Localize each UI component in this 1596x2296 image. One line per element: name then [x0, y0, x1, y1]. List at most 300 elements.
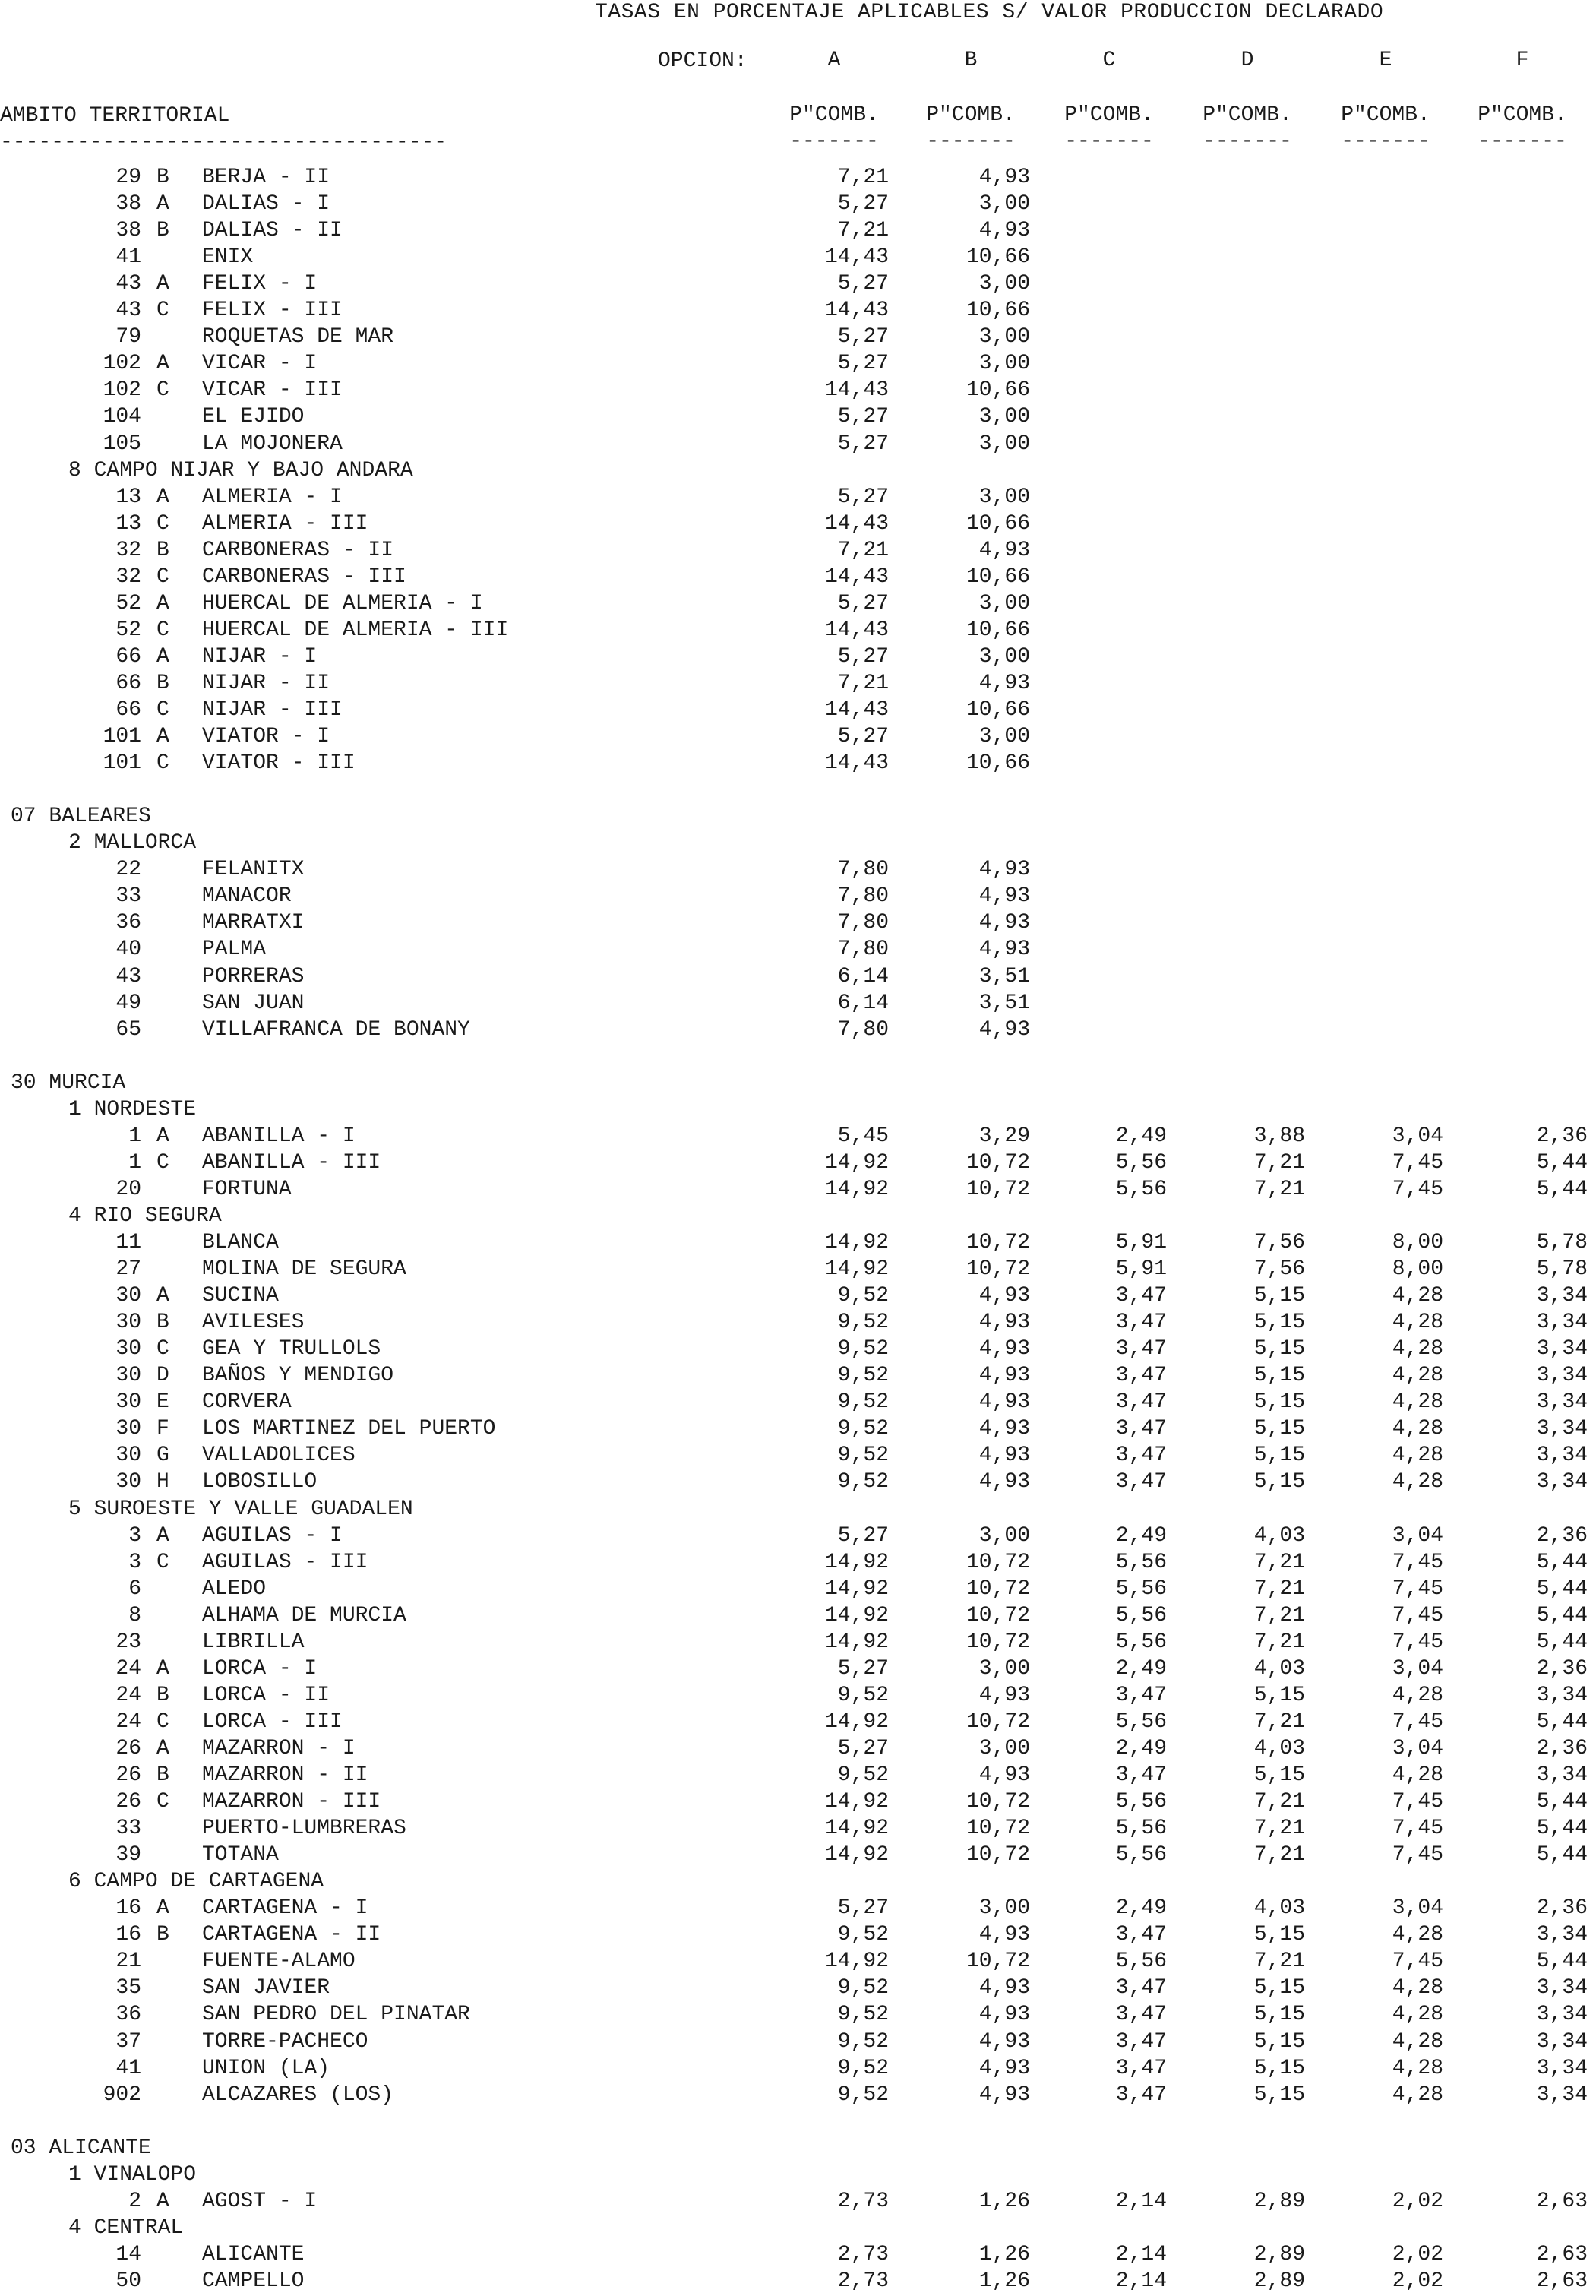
rate-option-a: 7,21	[837, 538, 889, 562]
rate-option-a: 9,52	[837, 1976, 889, 2000]
municipio-name: FELIX - I	[202, 272, 318, 296]
rate-option-c: 3,47	[1115, 1470, 1167, 1494]
rate-option-e: 4,28	[1392, 1683, 1443, 1707]
rate-option-a: 9,52	[837, 1683, 889, 1707]
rate-option-b: 4,93	[978, 1017, 1030, 1042]
municipio-code: 104	[103, 405, 141, 429]
municipio-code: 49	[115, 991, 141, 1015]
municipio-code: 23	[115, 1630, 141, 1654]
rate-option-b: 10,66	[966, 698, 1030, 722]
rate-option-a: 14,92	[824, 1630, 889, 1654]
rate-option-a: 5,27	[837, 485, 889, 509]
rate-option-a: 14,92	[824, 1843, 889, 1867]
municipio-name: DALIAS - II	[202, 219, 343, 243]
municipio-name: MOLINA DE SEGURA	[202, 1257, 406, 1282]
rate-option-e: 4,28	[1392, 2029, 1443, 2054]
table-row	[0, 965, 1596, 991]
rate-option-a: 5,27	[837, 192, 889, 217]
municipio-name: ABANILLA - III	[202, 1150, 381, 1175]
rate-option-b: 10,66	[966, 299, 1030, 323]
comarca-heading	[0, 2163, 1596, 2190]
municipio-code: 6	[128, 1577, 141, 1601]
rate-option-a: 14,43	[824, 698, 889, 722]
municipio-code: 36	[115, 2003, 141, 2027]
municipio-name: VILLAFRANCA DE BONANY	[202, 1017, 470, 1042]
table-row	[0, 911, 1596, 938]
comarca-name: 5 SUROESTE Y VALLE GUADALEN	[68, 1497, 413, 1521]
municipio-name: BERJA - II	[202, 166, 330, 189]
rate-option-e: 4,28	[1392, 2056, 1443, 2080]
rate-option-a: 14,43	[824, 245, 889, 270]
rate-option-b: 10,66	[966, 245, 1030, 270]
municipio-name: ROQUETAS DE MAR	[202, 325, 394, 349]
zone-suffix: C	[156, 378, 169, 403]
rate-option-c: 3,47	[1115, 1390, 1167, 1415]
rate-option-d: 5,15	[1253, 2083, 1305, 2107]
table-row	[0, 1257, 1596, 1284]
rate-option-b: 3,00	[978, 1736, 1030, 1760]
rate-option-a: 5,27	[837, 325, 889, 349]
comarca-heading	[0, 1870, 1596, 1896]
municipio-code: 30	[115, 1470, 141, 1494]
municipio-name: VIATOR - I	[202, 725, 330, 749]
rate-option-f: 3,34	[1536, 1470, 1588, 1494]
rate-option-d: 7,21	[1253, 1630, 1305, 1654]
rate-option-d: 5,15	[1253, 1763, 1305, 1787]
table-row	[0, 1390, 1596, 1417]
municipio-name: ABANILLA - I	[202, 1124, 356, 1148]
table-row	[0, 1790, 1596, 1817]
rate-option-f: 2,36	[1536, 1124, 1588, 1148]
zone-suffix: A	[156, 2189, 169, 2213]
rate-option-a: 9,52	[837, 1337, 889, 1361]
rate-option-b: 10,66	[966, 751, 1030, 776]
municipio-code: 52	[115, 591, 141, 615]
blank-row	[0, 1045, 1596, 1071]
rate-option-f: 2,36	[1536, 1736, 1588, 1760]
table-row	[0, 1577, 1596, 1604]
rate-option-c: 5,56	[1115, 1150, 1167, 1175]
municipio-name: ENIX	[202, 245, 254, 270]
rate-option-e: 7,45	[1392, 1150, 1443, 1175]
rate-option-a: 7,80	[837, 938, 889, 962]
rate-option-a: 14,92	[824, 1603, 889, 1627]
table-row	[0, 485, 1596, 512]
rate-option-d: 5,15	[1253, 1390, 1305, 1415]
zone-suffix: A	[156, 591, 169, 615]
rate-option-a: 7,21	[837, 166, 889, 189]
rate-option-b: 4,93	[978, 858, 1030, 882]
rate-option-f: 5,44	[1536, 1950, 1588, 1974]
comarca-heading	[0, 1497, 1596, 1524]
municipio-code: 1	[128, 1150, 141, 1175]
municipio-name: HUERCAL DE ALMERIA - III	[202, 618, 509, 642]
municipio-name: HUERCAL DE ALMERIA - I	[202, 591, 483, 615]
zone-suffix: C	[156, 1709, 169, 1734]
rate-option-b: 4,93	[978, 1976, 1030, 2000]
rate-option-b: 10,72	[966, 1843, 1030, 1867]
municipio-name: ALMERIA - I	[202, 485, 343, 509]
col-underline-f: -------	[1477, 130, 1567, 153]
table-row	[0, 1843, 1596, 1870]
rate-option-f: 3,34	[1536, 2003, 1588, 2027]
rate-option-a: 14,92	[824, 1950, 889, 1974]
rate-option-d: 7,21	[1253, 1790, 1305, 1814]
zone-suffix: A	[156, 1124, 169, 1148]
zone-suffix: A	[156, 485, 169, 509]
rate-option-a: 9,52	[837, 1364, 889, 1388]
rate-option-b: 4,93	[978, 1364, 1030, 1388]
municipio-name: AVILESES	[202, 1311, 305, 1335]
comarca-name: 4 CENTRAL	[68, 2215, 184, 2240]
zone-suffix: B	[156, 538, 169, 562]
municipio-code: 37	[115, 2029, 141, 2054]
rate-option-b: 1,26	[978, 2189, 1030, 2213]
col-underline-b: -------	[926, 130, 1016, 153]
municipio-code: 102	[103, 378, 141, 403]
municipio-name: BAÑOS Y MENDIGO	[202, 1364, 394, 1388]
municipio-code: 20	[115, 1177, 141, 1201]
table-row	[0, 1923, 1596, 1950]
rate-option-e: 2,02	[1392, 2242, 1443, 2266]
province-name: 03 ALICANTE	[11, 2136, 151, 2160]
rate-option-f: 3,34	[1536, 1284, 1588, 1308]
rate-option-d: 7,21	[1253, 1603, 1305, 1627]
table-row	[0, 1470, 1596, 1497]
municipio-code: 30	[115, 1444, 141, 1468]
zone-suffix: C	[156, 1550, 169, 1574]
municipio-code: 13	[115, 511, 141, 536]
rate-option-a: 9,52	[837, 1284, 889, 1308]
ambito-territorial-header: AMBITO TERRITORIAL	[0, 104, 230, 128]
rate-option-a: 14,92	[824, 1177, 889, 1201]
rate-option-a: 5,27	[837, 725, 889, 749]
municipio-name: BLANCA	[202, 1231, 279, 1254]
comarca-name: 1 NORDESTE	[68, 1097, 197, 1121]
rate-option-c: 5,56	[1115, 1950, 1167, 1974]
zone-suffix: B	[156, 1683, 169, 1707]
rate-option-c: 2,49	[1115, 1736, 1167, 1760]
rate-option-b: 10,72	[966, 1790, 1030, 1814]
table-row	[0, 1763, 1596, 1790]
rate-option-b: 4,93	[978, 1417, 1030, 1441]
rate-option-b: 4,93	[978, 671, 1030, 695]
rate-option-c: 3,47	[1115, 2003, 1167, 2027]
rate-option-a: 7,80	[837, 1017, 889, 1042]
rate-option-a: 9,52	[837, 1763, 889, 1787]
rate-option-b: 10,72	[966, 1177, 1030, 1201]
ambito-underline: -----------------------------------	[0, 131, 447, 154]
table-row	[0, 2243, 1596, 2269]
table-row	[0, 245, 1596, 272]
municipio-code: 16	[115, 1923, 141, 1947]
municipio-name: NIJAR - I	[202, 644, 318, 669]
rate-option-f: 5,44	[1536, 1603, 1588, 1627]
rate-option-a: 5,45	[837, 1124, 889, 1148]
table-row	[0, 325, 1596, 352]
rate-option-f: 3,34	[1536, 2056, 1588, 2080]
rate-option-c: 3,47	[1115, 2083, 1167, 2107]
municipio-name: VICAR - I	[202, 352, 318, 376]
rate-option-d: 4,03	[1253, 1736, 1305, 1760]
rate-option-e: 8,00	[1392, 1257, 1443, 1282]
rate-option-c: 3,47	[1115, 1444, 1167, 1468]
municipio-code: 24	[115, 1656, 141, 1681]
table-row	[0, 938, 1596, 964]
zone-suffix: C	[156, 511, 169, 536]
rate-option-d: 4,03	[1253, 1896, 1305, 1921]
zone-suffix: G	[156, 1444, 169, 1468]
rate-option-e: 4,28	[1392, 1923, 1443, 1947]
option-b-label: B	[964, 49, 978, 72]
rate-option-f: 5,44	[1536, 1550, 1588, 1574]
rate-option-a: 5,27	[837, 591, 889, 615]
rate-option-e: 7,45	[1392, 1709, 1443, 1734]
rate-option-c: 3,47	[1115, 1763, 1167, 1787]
table-row	[0, 1551, 1596, 1577]
zone-suffix: C	[156, 698, 169, 722]
rate-option-f: 2,36	[1536, 1896, 1588, 1921]
rate-option-d: 5,15	[1253, 1284, 1305, 1308]
municipio-name: FUENTE-ALAMO	[202, 1950, 356, 1974]
municipio-name: LA MOJONERA	[202, 432, 343, 456]
table-row	[0, 432, 1596, 459]
municipio-code: 1	[128, 1124, 141, 1148]
zone-suffix: B	[156, 166, 169, 189]
option-e-label: E	[1379, 49, 1392, 72]
municipio-name: EL EJIDO	[202, 405, 305, 429]
rate-option-b: 3,29	[978, 1124, 1030, 1148]
rate-option-e: 7,45	[1392, 1790, 1443, 1814]
table-row	[0, 1737, 1596, 1763]
rate-option-e: 4,28	[1392, 1444, 1443, 1468]
rate-option-f: 2,63	[1536, 2269, 1588, 2293]
rate-option-a: 14,43	[824, 378, 889, 403]
rate-option-f: 5,44	[1536, 1150, 1588, 1175]
rate-option-c: 2,49	[1115, 1124, 1167, 1148]
rate-option-a: 14,92	[824, 1150, 889, 1175]
rate-option-b: 4,93	[978, 1683, 1030, 1707]
rate-option-e: 4,28	[1392, 1470, 1443, 1494]
rate-option-d: 5,15	[1253, 1923, 1305, 1947]
municipio-code: 38	[115, 192, 141, 217]
table-row	[0, 858, 1596, 884]
rate-option-a: 14,92	[824, 1709, 889, 1734]
municipio-code: 24	[115, 1683, 141, 1707]
zone-suffix: A	[156, 1656, 169, 1681]
rate-option-d: 7,21	[1253, 1709, 1305, 1734]
rate-option-d: 5,15	[1253, 1337, 1305, 1361]
rate-option-a: 14,43	[824, 565, 889, 589]
rate-option-b: 10,66	[966, 511, 1030, 536]
rate-option-b: 3,00	[978, 1656, 1030, 1681]
rate-option-a: 9,52	[837, 1417, 889, 1441]
zone-suffix: C	[156, 299, 169, 323]
municipio-name: NIJAR - III	[202, 698, 343, 722]
rate-option-a: 14,43	[824, 299, 889, 323]
municipio-name: TOTANA	[202, 1843, 279, 1867]
rate-option-a: 14,92	[824, 1550, 889, 1574]
col-underline-e: -------	[1341, 130, 1430, 153]
table-row	[0, 378, 1596, 405]
rate-option-b: 1,26	[978, 2242, 1030, 2266]
rate-option-c: 2,14	[1115, 2242, 1167, 2266]
rate-option-f: 3,34	[1536, 1763, 1588, 1787]
zone-suffix: C	[156, 1150, 169, 1175]
rate-option-a: 9,52	[837, 2083, 889, 2107]
municipio-name: SAN PEDRO DEL PINATAR	[202, 2003, 470, 2027]
rate-option-a: 5,27	[837, 352, 889, 376]
zone-suffix: D	[156, 1364, 169, 1388]
municipio-code: 101	[103, 751, 141, 776]
rate-option-b: 3,00	[978, 272, 1030, 296]
zone-suffix: A	[156, 1896, 169, 1921]
rate-option-b: 4,93	[978, 938, 1030, 962]
table-row	[0, 1684, 1596, 1710]
municipio-code: 66	[115, 698, 141, 722]
rate-option-b: 4,93	[978, 538, 1030, 562]
rate-option-f: 3,34	[1536, 1683, 1588, 1707]
municipio-name: MAZARRON - I	[202, 1736, 356, 1760]
rate-option-e: 4,28	[1392, 1364, 1443, 1388]
comarca-name: 4 RIO SEGURA	[68, 1203, 222, 1228]
rate-option-b: 10,66	[966, 378, 1030, 403]
municipio-name: MAZARRON - II	[202, 1763, 368, 1787]
rate-option-b: 3,00	[978, 325, 1030, 349]
rate-option-c: 2,49	[1115, 1523, 1167, 1548]
municipio-name: CAMPELLO	[202, 2269, 305, 2293]
rate-option-c: 3,47	[1115, 2056, 1167, 2080]
rate-option-d: 2,89	[1253, 2269, 1305, 2293]
rate-option-e: 3,04	[1392, 1124, 1443, 1148]
table-row	[0, 565, 1596, 592]
rate-option-c: 5,56	[1115, 1630, 1167, 1654]
rate-option-b: 3,00	[978, 1523, 1030, 1548]
municipio-name: MANACOR	[202, 884, 292, 909]
rate-option-b: 10,72	[966, 1577, 1030, 1601]
municipio-code: 41	[115, 2056, 141, 2080]
zone-suffix: A	[156, 725, 169, 749]
municipio-code: 27	[115, 1257, 141, 1282]
municipio-name: SUCINA	[202, 1284, 279, 1308]
province-name: 07 BALEARES	[11, 805, 151, 829]
table-row	[0, 405, 1596, 432]
municipio-name: FELIX - III	[202, 299, 343, 323]
rate-option-e: 4,28	[1392, 2003, 1443, 2027]
rate-option-c: 5,56	[1115, 1603, 1167, 1627]
municipio-code: 50	[115, 2269, 141, 2293]
municipio-code: 26	[115, 1790, 141, 1814]
rate-option-a: 6,14	[837, 964, 889, 988]
rate-option-f: 5,44	[1536, 1709, 1588, 1734]
rate-option-a: 5,27	[837, 644, 889, 669]
rate-option-a: 14,92	[824, 1577, 889, 1601]
rate-option-b: 3,00	[978, 591, 1030, 615]
rate-option-e: 3,04	[1392, 1656, 1443, 1681]
municipio-name: SAN JUAN	[202, 991, 305, 1015]
rate-option-d: 7,56	[1253, 1257, 1305, 1282]
municipio-code: 30	[115, 1417, 141, 1441]
rate-option-b: 4,93	[978, 1470, 1030, 1494]
rate-option-b: 10,72	[966, 1603, 1030, 1627]
rate-option-f: 3,34	[1536, 1311, 1588, 1335]
rate-option-a: 9,52	[837, 1444, 889, 1468]
rate-option-b: 4,93	[978, 1390, 1030, 1415]
rate-option-f: 5,78	[1536, 1257, 1588, 1282]
rate-option-b: 3,00	[978, 192, 1030, 217]
rate-option-e: 8,00	[1392, 1231, 1443, 1254]
municipio-name: LOS MARTINEZ DEL PUERTO	[202, 1417, 496, 1441]
table-row	[0, 2030, 1596, 2057]
municipio-name: ALCAZARES (LOS)	[202, 2083, 394, 2107]
table-row	[0, 618, 1596, 645]
table-row	[0, 219, 1596, 245]
rate-option-e: 3,04	[1392, 1736, 1443, 1760]
municipio-name: AGUILAS - III	[202, 1550, 368, 1574]
zone-suffix: A	[156, 1736, 169, 1760]
table-row	[0, 166, 1596, 192]
rate-option-e: 4,28	[1392, 1311, 1443, 1335]
rate-option-b: 4,93	[978, 2003, 1030, 2027]
table-row	[0, 1018, 1596, 1045]
municipio-code: 32	[115, 565, 141, 589]
rate-option-b: 4,93	[978, 2083, 1030, 2107]
col-header-f: P"COMB.	[1477, 103, 1567, 127]
rate-option-d: 7,21	[1253, 1950, 1305, 1974]
zone-suffix: F	[156, 1417, 169, 1441]
zone-suffix: A	[156, 192, 169, 217]
municipio-code: 33	[115, 1817, 141, 1841]
zone-suffix: A	[156, 272, 169, 296]
rate-option-d: 7,21	[1253, 1150, 1305, 1175]
table-row	[0, 1417, 1596, 1444]
municipio-name: UNION (LA)	[202, 2056, 330, 2080]
rate-option-d: 2,89	[1253, 2189, 1305, 2213]
municipio-code: 102	[103, 352, 141, 376]
table-row	[0, 512, 1596, 539]
table-row	[0, 884, 1596, 911]
blank-row	[0, 2110, 1596, 2136]
rate-option-a: 5,27	[837, 1896, 889, 1921]
municipio-code: 40	[115, 938, 141, 962]
rate-option-b: 10,72	[966, 1550, 1030, 1574]
zone-suffix: A	[156, 352, 169, 376]
comarca-heading	[0, 1098, 1596, 1124]
rate-option-b: 4,93	[978, 2056, 1030, 2080]
table-row	[0, 725, 1596, 751]
rate-option-e: 4,28	[1392, 1417, 1443, 1441]
municipio-name: GEA Y TRULLOLS	[202, 1337, 381, 1361]
col-underline-a: -------	[789, 130, 879, 153]
rate-option-d: 5,15	[1253, 1311, 1305, 1335]
rate-option-a: 14,92	[824, 1817, 889, 1841]
rate-option-f: 3,34	[1536, 1444, 1588, 1468]
comarca-heading	[0, 831, 1596, 858]
municipio-code: 43	[115, 299, 141, 323]
municipio-code: 43	[115, 272, 141, 296]
rate-option-c: 3,47	[1115, 1417, 1167, 1441]
comarca-name: 6 CAMPO DE CARTAGENA	[68, 1870, 324, 1894]
table-row	[0, 1178, 1596, 1204]
municipio-code: 36	[115, 911, 141, 935]
rate-option-b: 10,72	[966, 1630, 1030, 1654]
rate-option-b: 3,00	[978, 725, 1030, 749]
rate-option-b: 4,93	[978, 166, 1030, 189]
rate-option-c: 3,47	[1115, 1683, 1167, 1707]
municipio-name: AGUILAS - I	[202, 1523, 343, 1548]
municipio-code: 29	[115, 166, 141, 189]
municipio-code: 30	[115, 1337, 141, 1361]
